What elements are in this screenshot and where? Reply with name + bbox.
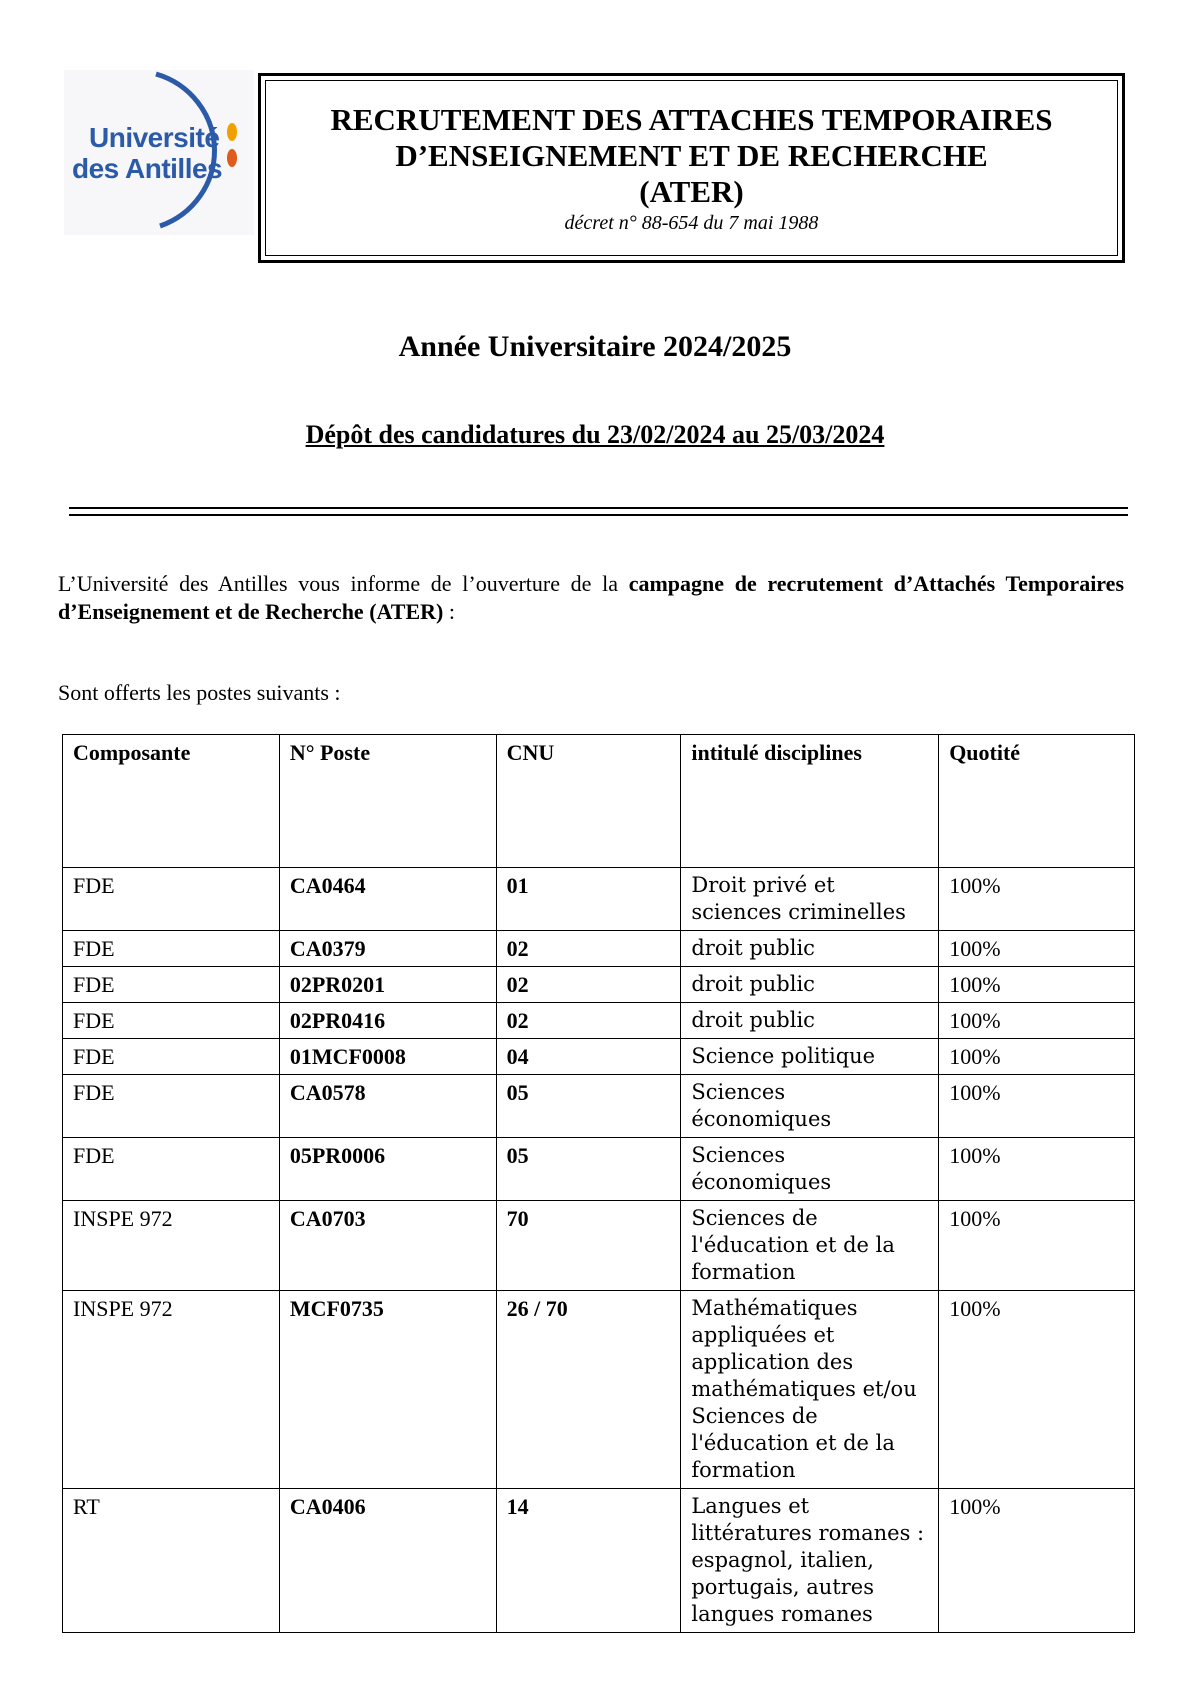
cell-cnu: 05 xyxy=(496,1075,681,1138)
application-period: Dépôt des candidatures du 23/02/2024 au 25/03/2024 xyxy=(305,420,885,449)
cell-quotite: 100% xyxy=(939,1138,1135,1201)
cell-cnu: 26 / 70 xyxy=(496,1291,681,1489)
table-row xyxy=(63,1489,1135,1633)
header-quotite: Quotité xyxy=(939,735,1135,868)
cell-cnu: 05 xyxy=(496,1138,681,1201)
cell-cnu: 14 xyxy=(496,1489,681,1633)
header-poste: N° Poste xyxy=(279,735,496,868)
cell-cnu: 02 xyxy=(496,931,681,967)
cell-cnu: 04 xyxy=(496,1039,681,1075)
cell-poste: CA0703 xyxy=(279,1201,496,1291)
cell-poste: 02PR0416 xyxy=(279,1003,496,1039)
intro-paragraph xyxy=(58,570,1124,626)
cell-cnu: 70 xyxy=(496,1201,681,1291)
title-line-3: (ATER) xyxy=(639,173,744,209)
cell-cnu: 02 xyxy=(496,967,681,1003)
title-line-2: D’ENSEIGNEMENT ET DE RECHERCHE xyxy=(395,137,988,173)
title-line-1: RECRUTEMENT DES ATTACHES TEMPORAIRES xyxy=(330,101,1053,137)
cell-quotite: 100% xyxy=(939,868,1135,931)
cell-discipline: Sciences économiques xyxy=(681,1075,939,1138)
cell-discipline: droit public xyxy=(681,931,939,967)
cell-composante: RT xyxy=(63,1489,280,1633)
table-row xyxy=(63,1039,1135,1075)
table-row xyxy=(63,931,1135,967)
cell-composante: FDE xyxy=(63,868,280,931)
cell-discipline: Langues et littératures romanes : espagnol, italien, portugais, autres langues romanes xyxy=(681,1489,939,1633)
cell-discipline: droit public xyxy=(681,967,939,1003)
table-header-row xyxy=(63,735,1135,868)
cell-quotite: 100% xyxy=(939,1075,1135,1138)
header-disciplines: intitulé disciplines xyxy=(681,735,939,868)
table-row xyxy=(63,1138,1135,1201)
cell-quotite: 100% xyxy=(939,1291,1135,1489)
double-rule-divider xyxy=(69,507,1128,516)
intro-text: L’Université des Antilles vous informe de l’ouverture de la xyxy=(58,571,629,596)
cell-composante: FDE xyxy=(63,967,280,1003)
cell-poste: CA0406 xyxy=(279,1489,496,1633)
title-box xyxy=(258,73,1125,263)
cell-poste: CA0464 xyxy=(279,868,496,931)
cell-quotite: 100% xyxy=(939,1039,1135,1075)
table-row xyxy=(63,1075,1135,1138)
cell-poste: 02PR0201 xyxy=(279,967,496,1003)
logo-text-line2: des Antilles xyxy=(72,153,223,184)
cell-cnu: 02 xyxy=(496,1003,681,1039)
header-composante: Composante xyxy=(63,735,280,868)
cell-poste: 01MCF0008 xyxy=(279,1039,496,1075)
intro-text-end: : xyxy=(443,599,455,624)
cell-composante: FDE xyxy=(63,931,280,967)
intro-bold-text: campagne de recrutement d’Attachés Temporaires d’Enseignement et de Recherche (ATER) xyxy=(58,571,1124,624)
table-row xyxy=(63,1291,1135,1489)
decree-reference: décret n° 88-654 du 7 mai 1988 xyxy=(564,211,819,234)
cell-poste: MCF0735 xyxy=(279,1291,496,1489)
cell-discipline: Sciences économiques xyxy=(681,1138,939,1201)
table-row xyxy=(63,1003,1135,1039)
cell-quotite: 100% xyxy=(939,1201,1135,1291)
cell-quotite: 100% xyxy=(939,931,1135,967)
cell-composante: FDE xyxy=(63,1039,280,1075)
table-row xyxy=(63,1201,1135,1291)
cell-cnu: 01 xyxy=(496,868,681,931)
cell-poste: CA0578 xyxy=(279,1075,496,1138)
cell-discipline: Science politique xyxy=(681,1039,939,1075)
offer-text: Sont offerts les postes suivants : xyxy=(58,680,341,705)
cell-poste: 05PR0006 xyxy=(279,1138,496,1201)
academic-year: Année Universitaire 2024/2025 xyxy=(398,330,792,363)
cell-quotite: 100% xyxy=(939,1003,1135,1039)
cell-quotite: 100% xyxy=(939,967,1135,1003)
cell-composante: INSPE 972 xyxy=(63,1291,280,1489)
cell-discipline: Sciences de l'éducation et de la formation xyxy=(681,1201,939,1291)
cell-composante: FDE xyxy=(63,1138,280,1201)
header-cnu: CNU xyxy=(496,735,681,868)
cell-discipline: Mathématiques appliquées et application des mathématiques et/ou Sciences de l'éducation et de la formation xyxy=(681,1291,939,1489)
university-logo xyxy=(64,70,254,235)
positions-table xyxy=(62,734,1135,1633)
logo-text-line1: Université xyxy=(89,122,220,153)
cell-discipline: droit public xyxy=(681,1003,939,1039)
cell-composante: FDE xyxy=(63,1003,280,1039)
cell-composante: INSPE 972 xyxy=(63,1201,280,1291)
cell-quotite: 100% xyxy=(939,1489,1135,1633)
cell-discipline: Droit privé et sciences criminelles xyxy=(681,868,939,931)
table-row xyxy=(63,967,1135,1003)
table-row xyxy=(63,868,1135,931)
cell-poste: CA0379 xyxy=(279,931,496,967)
cell-composante: FDE xyxy=(63,1075,280,1138)
